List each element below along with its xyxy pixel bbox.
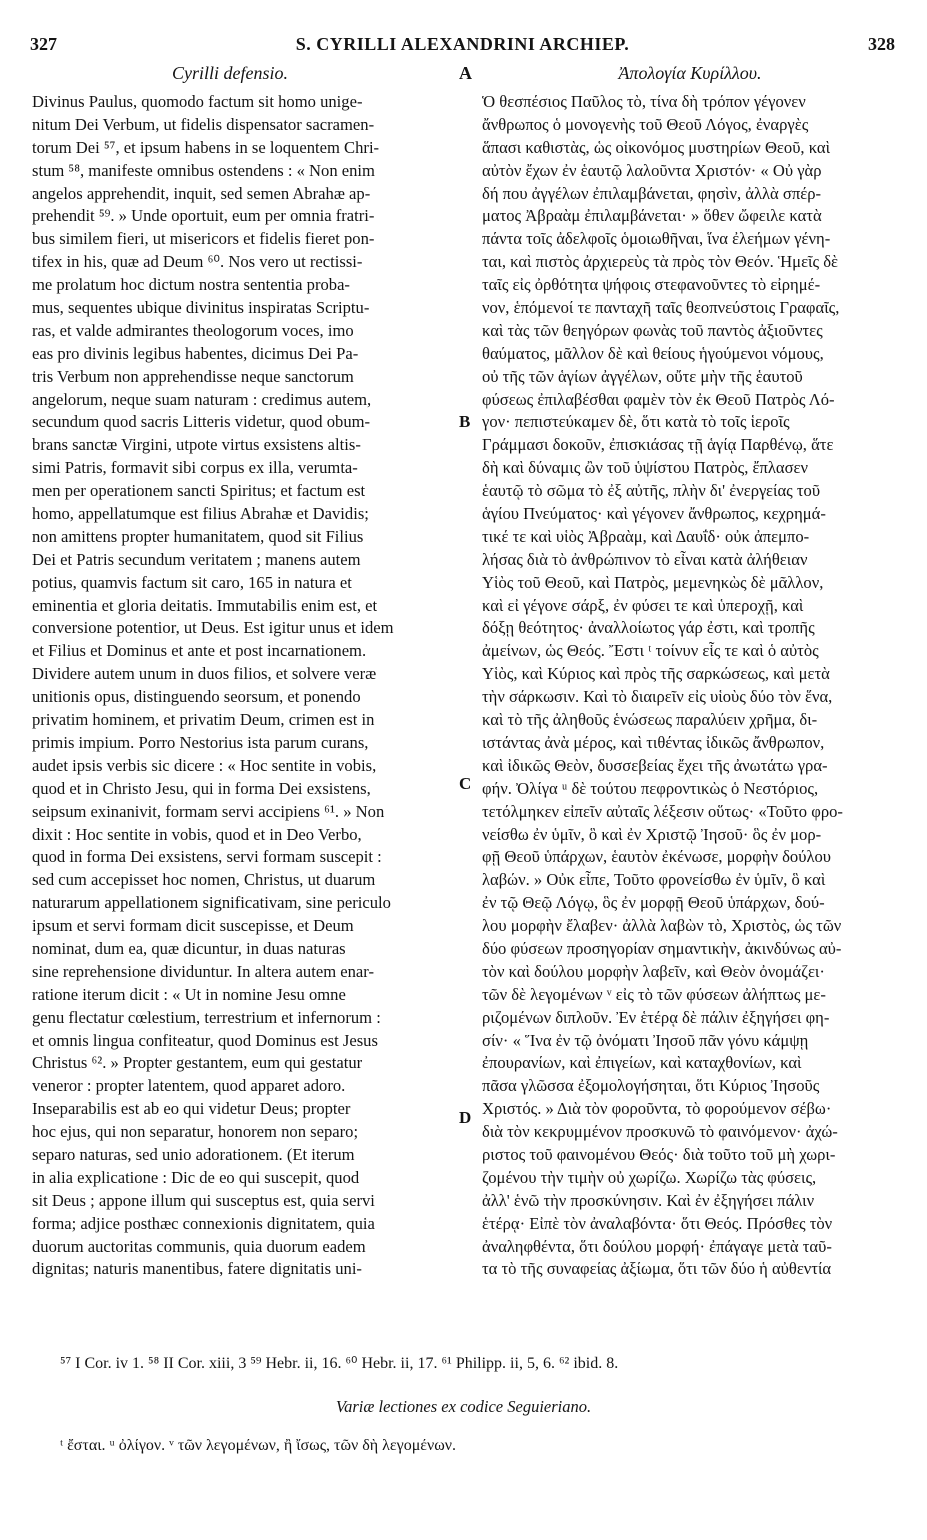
latin-line: eminentia et gloria deitatis. Immutabilis enim est, et <box>32 595 378 615</box>
latin-line: nitum Dei Verbum, ut fidelis dispensator sacramen- <box>32 114 375 134</box>
latin-line: sine reprehensione dividuntur. In altera autem enar- <box>32 961 375 981</box>
greek-line: πᾶσα γλῶσσα ἐξομολογήσηται, ὅτι Κύριος Ἰησοῦς <box>482 1076 820 1096</box>
latin-line: veneror : propter latentem, quod apparet adoro. <box>32 1076 346 1096</box>
greek-line: ριστος τοῦ φαινομένου Θεός· διὰ τοῦτο τοῦ μὴ χωρι- <box>482 1144 836 1164</box>
latin-line: unitionis opus, distinguendo seorsum, et ponendo <box>32 687 361 707</box>
greek-line: τικέ τε καὶ υἱὸς Ἀβραὰμ, καὶ Δαυΐδ· οὐκ ἀπεμπο- <box>482 526 810 546</box>
latin-line: genu flectatur cœlestium, terrestrium et infernorum : <box>32 1007 381 1027</box>
greek-line: διὰ τὸν κεκρυμμένον προσκυνῶ τὸ φαινόμενον· ἀχώ- <box>482 1122 838 1142</box>
latin-line: secundum quod sacris Litteris videtur, quod obum- <box>32 412 371 432</box>
greek-line: τετόλμηκεν εἰπεῖν αὐταῖς λέξεσιν οὕτως· «Τοῦτο φρο- <box>482 801 843 821</box>
greek-line: ριζομένων διπλοῦν. Ἐν ἑτέρᾳ δὲ πάλιν ἐξηγήσει φη- <box>482 1007 830 1027</box>
left-page-number: 327 <box>30 34 57 54</box>
greek-line: φῇ Θεοῦ ὑπάρχων, ἑαυτὸν ἐκένωσε, μορφὴν δούλου <box>482 847 832 867</box>
greek-line: πάντα τοῖς ἀδελφοῖς ὁμοιωθῆναι, ἵνα ἐλεήμων γένη- <box>482 229 831 249</box>
greek-line: ἀμείνων, ὡς Θεός. Ἔστι ᵗ τοίνυν εἷς τε καὶ ὁ αὐτὸς <box>482 641 819 661</box>
latin-line: forma; adjice posthæc connexionis dignitatem, quia <box>32 1213 375 1233</box>
latin-line: duorum auctoritas communis, quia duorum eadem <box>32 1236 366 1256</box>
latin-line: sed cum accepisset hoc nomen, Christus, ut duarum <box>32 870 376 890</box>
greek-line: δὴ καὶ δύναμις ὢν τοῦ ὑψίστου Πατρὸς, ἔπλασεν <box>482 458 809 478</box>
latin-line: prehendit ⁵⁹. » Unde oportuit, eum per omnia fratri- <box>32 206 375 226</box>
greek-line: ἐν τῷ Θεῷ Λόγῳ, ὃς ἐν μορφῇ Θεοῦ ὑπάρχων, δού- <box>482 893 825 913</box>
greek-line: δύο φύσεων προσηγορίαν σημαντικὴν, ἀκινδύνως αὐ- <box>482 938 842 958</box>
latin-line: separo naturas, sed unio adorationem. (Et iterum <box>32 1144 355 1164</box>
latin-line: dixit : Hoc sentite in vobis, quod et in Deo Verbo, <box>32 824 362 844</box>
latin-line: torum Dei ⁵⁷, et ipsum habens in se loquentem Chri- <box>32 137 380 157</box>
greek-line: καὶ τὸ τῆς ἀληθοῦς ἑνώσεως παραλύειν χρῆμα, δι- <box>482 710 818 730</box>
greek-line: ἀναληφθέντα, ὅτι δούλου μορφή· ἐπάγαγε μετὰ ταῦ- <box>482 1236 832 1256</box>
latin-line: Inseparabilis est ab eo qui videtur Deus; propter <box>32 1099 351 1119</box>
variae-lectiones: ᵗ ἔσται. ᵘ ὀλίγον. ᵛ τῶν λεγομένων, ἢ ἴσως, τῶν δὴ λεγομένων. <box>60 1437 456 1454</box>
greek-line: ἄνθρωπος ὁ μονογενὴς τοῦ Θεοῦ Λόγος, ἐναργὲς <box>482 114 809 134</box>
latin-line: tifex in his, quæ ad Deum ⁶⁰. Nos vero ut rectissi- <box>32 252 363 272</box>
greek-column-heading: Ἀπολογία Κυρίλλου. <box>618 63 762 83</box>
greek-line: δόξῃ θεότητος· ἀναλλοίωτος γάρ ἐστι, καὶ τροπῆς <box>482 618 815 638</box>
greek-line: οὐ τῆς τῶν ἁγίων ἀγγέλων, οὔτε μὴν τῆς ἑαυτοῦ <box>482 366 803 386</box>
greek-line: φύσεως ἐπιλαβέσθαι φαμὲν τὸν ἐκ Θεοῦ Πατρὸς Λό- <box>482 389 835 409</box>
latin-line: simi Patris, formavit sibi corpus ex illa, verumta- <box>32 458 358 478</box>
greek-line: ταῖς εἰς ὀρθότητα ψήφοις στεφανοῦντες τὸ εἰρημέ- <box>482 275 821 295</box>
greek-line: καὶ τὰς τῶν θεηγόρων φωνὰς τοῦ παντὸς ἀξιοῦντες <box>482 320 823 340</box>
greek-line: Υἱὸς, καὶ Κύριος καὶ πρὸς τῆς σαρκώσεως, καὶ μετὰ <box>482 664 830 684</box>
latin-line: eas pro divinis legibus habentes, dicimus Dei Pa- <box>32 343 359 363</box>
greek-line: καὶ εἰ γέγονε σάρξ, ἐν φύσει τε καὶ ὑπεροχῇ, καὶ <box>482 595 804 615</box>
latin-line: ras, et valde admirantes theologorum voces, imo <box>32 320 354 340</box>
latin-line: dignitas; naturis manentibus, fatere dignitatis uni- <box>32 1259 362 1279</box>
greek-line: τὸν καὶ δούλου μορφὴν λαβεῖν, καὶ Θεὸν ὀνομάζει· <box>482 961 825 981</box>
latin-line: Dividere autem unum in duos filios, et solvere veræ <box>32 664 377 684</box>
greek-line: τα τὸ τῆς συναφείας ἀξίωμα, ὅτι τῶν δύο ἡ αὐθεντία <box>482 1259 832 1279</box>
latin-line: men per operationem sancti Spiritus; et factum est <box>32 481 366 501</box>
margin-letter-d: D <box>459 1108 472 1127</box>
greek-line: τῶν δὲ λεγομένων ᵛ εἰς τὸ τῶν φύσεων ἀλήπτως με- <box>482 984 826 1004</box>
latin-line: nominat, dum ea, quæ dicuntur, in duas naturas <box>32 938 346 958</box>
latin-line: bus similem fieri, ut misericors et fidelis fieret pon- <box>32 229 375 249</box>
latin-line: brans sanctæ Virgini, utpote virtus exsistens altis- <box>32 435 361 455</box>
latin-line: primis impium. Porro Nestorius ista parum curans, <box>32 732 369 752</box>
latin-line: me prolatum hoc dictum nostra sententia proba- <box>32 275 350 295</box>
latin-line: quod in forma Dei exsistens, servi formam suscepit : <box>32 847 382 867</box>
latin-line: hoc ejus, qui non separatur, honorem non separo; <box>32 1122 359 1142</box>
latin-line: Divinus Paulus, quomodo factum sit homo unige- <box>32 92 363 111</box>
right-page-number: 328 <box>868 34 895 54</box>
latin-line: et omnis lingua confiteatur, quod Dominus est Jesus <box>32 1030 378 1050</box>
greek-line: ματος Ἀβραὰμ ἐπιλαμβάνεται· » ὅθεν ὤφειλε κατὰ <box>482 206 822 226</box>
greek-column <box>482 91 894 1281</box>
greek-line: γον· πεπιστεύκαμεν δὲ, ὅτι κατὰ τὸ τοῖς ἱεροῖς <box>482 412 790 432</box>
margin-letter-a: A <box>459 63 472 83</box>
latin-line: Christus ⁶². » Propter gestantem, eum qui gestatur <box>32 1053 363 1073</box>
greek-line: φήν. Ὀλίγα ᵘ δὲ τούτου πεφροντικὼς ὁ Νεστόριος, <box>482 778 819 798</box>
greek-line: ται, καὶ πιστὸς ἀρχιερεὺς τὰ πρὸς τὸν Θεόν. Ἡμεῖς δὲ <box>482 252 839 272</box>
latin-line: ratione iterum dicit : « Ut in nomine Jesu omne <box>32 984 346 1004</box>
latin-line: conversione potentior, ut Deus. Est igitur unus et idem <box>32 618 394 638</box>
greek-line: θαύματος, μᾶλλον δὲ καὶ θείους ἡγούμενοι νόμους, <box>482 343 824 363</box>
greek-line: τὴν σάρκωσιν. Καὶ τὸ διαιρεῖν εἰς υἱοὺς δύο τὸν ἕνα, <box>482 687 833 707</box>
greek-line: ιστάντας ἀνὰ μέρος, καὶ τιθέντας ἰδικῶς ἄνθρωπον, <box>482 732 825 752</box>
latin-line: ipsum et servi formam dicit suscepisse, et Deum <box>32 916 354 936</box>
latin-column <box>32 91 452 1281</box>
latin-line: naturarum appellationem significativam, sine periculo <box>32 893 391 913</box>
latin-line: homo, appellatumque est filius Abrahæ et Davidis; <box>32 504 369 524</box>
latin-line: et Filius et Dominus et ante et post incarnationem. <box>32 641 367 661</box>
greek-line: ἅπασι καθιστὰς, ὡς οἰκονόμος μυστηρίων Θεοῦ, καὶ <box>482 137 831 157</box>
greek-line: αὐτὸν ἔχων ἐν ἑαυτῷ λαλοῦντα Χριστόν· « Οὐ γὰρ <box>482 160 822 180</box>
margin-letter-c: C <box>459 774 472 793</box>
footnotes: ⁵⁷ I Cor. iv 1. ⁵⁸ II Cor. xiii, 3 ⁵⁹ Hebr. ii, 16. ⁶⁰ Hebr. ii, 17. ⁶¹ Philipp. ii, 5, 6. ⁶² ibid. 8. <box>60 1355 619 1372</box>
latin-line: quod et in Christo Jesu, qui in forma Dei exsistens, <box>32 778 371 798</box>
latin-line: potius, quamvis factum sit caro, 165 in natura et <box>32 572 352 592</box>
greek-line: ἁγίου Πνεύματος· καὶ γέγονεν ἄνθρωπος, κεχρημά- <box>482 504 826 524</box>
latin-column-heading: Cyrilli defensio. <box>172 63 288 83</box>
latin-line: non amittens propter humanitatem, quod sit Filius <box>32 526 364 546</box>
latin-line: tris Verbum non apprehendisse neque sanctorum <box>32 366 354 386</box>
greek-line: ἑαυτῷ τὸ σῶμα τὸ ἐξ αὐτῆς, πλὴν δι' ἐνεργείας τοῦ <box>482 481 821 501</box>
greek-line: λαβών. » Οὐκ εἶπε, Τοῦτο φρονείσθω ἐν ὑμῖν, ὃ καὶ <box>482 870 826 890</box>
greek-line: ἀλλ' ἑνῶ τὴν προσκύνησιν. Καὶ ἐν ἐξηγήσει πάλιν <box>482 1190 815 1210</box>
running-header <box>30 34 895 60</box>
latin-line: in alia explicatione : Dic de eo qui suscepit, quod <box>32 1167 360 1187</box>
variae-lectiones-title: Variæ lectiones ex codice Seguieriano. <box>335 1397 592 1416</box>
latin-line: seipsum exinanivit, formam servi accipiens ⁶¹. » Non <box>32 801 385 821</box>
header-title: S. CYRILLI ALEXANDRINI ARCHIEP. <box>295 34 630 54</box>
greek-line: Ὁ θεσπέσιος Παῦλος τὸ, τίνα δὴ τρόπον γέγονεν <box>482 92 806 111</box>
latin-line: audet ipsis verbis sic dicere : « Hoc sentite in vobis, <box>32 755 377 775</box>
greek-line: ζομένου τὴν τιμὴν οὐ χωρίζω. Χωρίζω τὰς φύσεις, <box>482 1167 817 1187</box>
greek-line: καὶ ἰδικῶς Θεὸν, δυσσεβείας ἔχει τῆς ἀνωτάτω γρα- <box>482 755 828 775</box>
greek-line: Υἱὸς τοῦ Θεοῦ, καὶ Πατρὸς, μεμενηκὼς δὲ μᾶλλον, <box>482 572 824 592</box>
greek-line: Χριστός. » Διὰ τὸν φοροῦντα, τὸ φορούμενον σέβω· <box>482 1099 832 1119</box>
greek-line: ἑτέρᾳ· Εἰπὲ τὸν ἀναλαβόντα· ὅτι Θεός. Πρόσθες τὸν <box>482 1213 833 1233</box>
latin-line: stum ⁵⁸, manifeste omnibus ostendens : « Non enim <box>32 160 375 180</box>
latin-line: angelos apprehendit, inquit, sed semen Abrahæ ap- <box>32 183 371 203</box>
greek-line: ἐπουρανίων, καὶ ἐπιγείων, καὶ καταχθονίων, καὶ <box>482 1053 802 1073</box>
greek-line: λου μορφὴν ἔλαβεν· ἀλλὰ λαβὼν τὸ, Χριστὸς, ὡς τῶν <box>482 916 842 936</box>
latin-line: angelorum, neque suam naturam : credimus autem, <box>32 389 372 409</box>
margin-letter-b: B <box>459 412 471 431</box>
latin-line: mus, sequentes ubique divinitus inspiratas Scriptu- <box>32 298 370 318</box>
greek-line: δή που ἀγγέλων ἐπιλαμβάνεται, φησὶν, ἀλλὰ σπέρ- <box>482 183 821 203</box>
latin-line: Dei et Patris secundum veritatem ; manens autem <box>32 549 361 569</box>
greek-line: Γράμμασι δοκοῦν, ἐπισκιάσας τῇ ἁγίᾳ Παρθένῳ, ἅτε <box>482 435 834 455</box>
latin-line: sit Deus ; appone illum qui susceptus est, quia servi <box>32 1190 375 1210</box>
latin-line: privatim hominem, et privatim Deum, crimen est in <box>32 710 375 730</box>
greek-line: σίν· « Ἵνα ἐν τῷ ὀνόματι Ἰησοῦ πᾶν γόνυ κάμψῃ <box>482 1030 809 1050</box>
greek-line: λήσας διὰ τὸ ἀνθρώπινον τὸ εἶναι κατὰ ἀλήθειαν <box>482 549 808 569</box>
greek-line: νείσθω ἐν ὑμῖν, ὃ καὶ ἐν Χριστῷ Ἰησοῦ· ὃς ἐν μορ- <box>482 824 822 844</box>
greek-line: νον, ἑπόμενοί τε πανταχῆ ταῖς θεοπνεύστοις Γραφαῖς, <box>482 298 840 318</box>
